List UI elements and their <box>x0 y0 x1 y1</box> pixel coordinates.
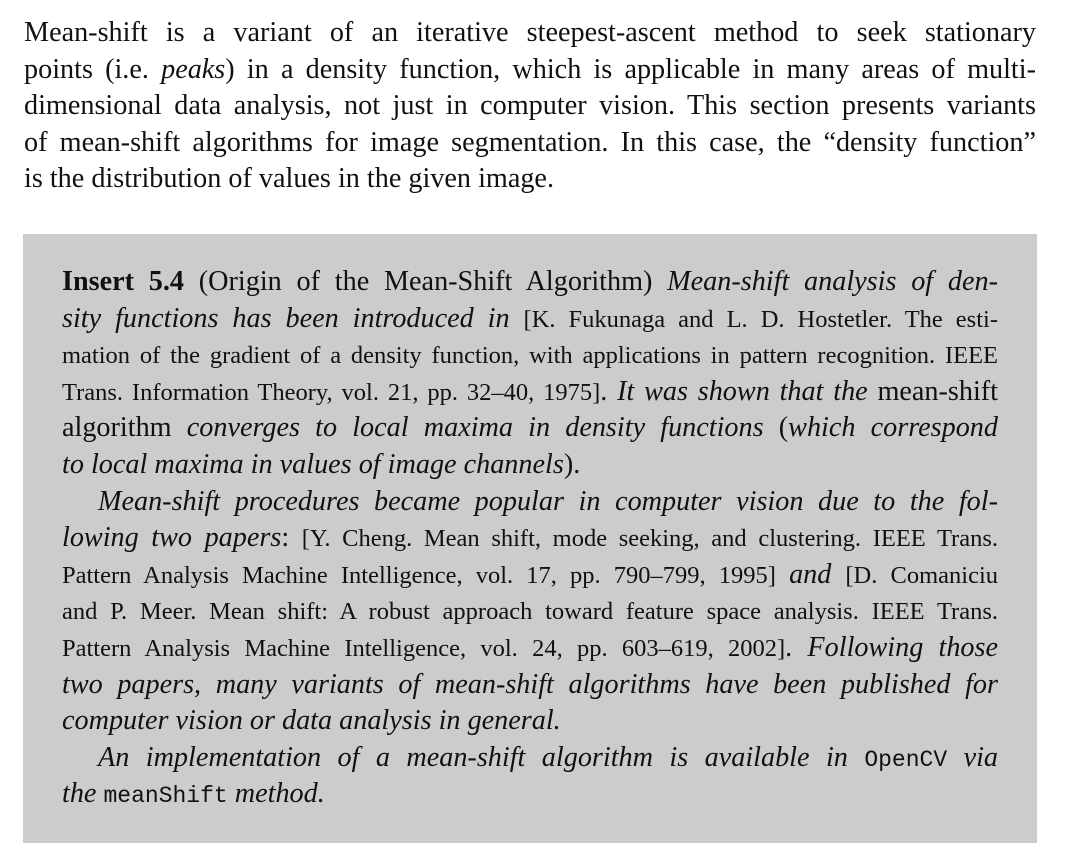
intro-text: Mean-shift is a variant of an iterative steepest-ascent method to seek stationary <box>24 17 1036 48</box>
insert-line-4 <box>62 374 998 411</box>
insert-text: : <box>281 522 302 554</box>
citation: mation of the gradient of a density function, with applications in pattern recognition. IEEE <box>62 342 998 370</box>
insert-text: which correspond <box>788 412 998 444</box>
insert-text: . <box>785 631 808 663</box>
insert-line-7 <box>62 484 998 521</box>
insert-line-5 <box>62 410 998 447</box>
insert-line-15 <box>62 776 998 813</box>
intro-text: of mean-shift algorithms for image segmentation. In this case, the “density function” <box>24 126 1036 158</box>
emphasis-peaks: peaks <box>161 53 226 85</box>
citation: and P. Meer. Mean shift: A robust approach toward feature space analysis. IEEE Trans. <box>62 598 998 626</box>
intro-text: points (i.e. <box>24 53 162 85</box>
citation: Pattern Analysis Machine Intelligence, vol. 24, pp. 603–619, 2002] <box>62 634 786 662</box>
insert-text: converges to local maxima in density functions <box>186 412 779 444</box>
insert-body <box>62 264 998 813</box>
insert-line-10 <box>62 593 998 630</box>
insert-text: mean-shift <box>877 375 999 407</box>
intro-line-3 <box>24 88 1036 125</box>
insert-line-2 <box>62 301 998 338</box>
insert-line-8 <box>62 520 998 557</box>
insert-line-14 <box>62 740 998 777</box>
citation: Pattern Analysis Machine Intelligence, vol. 17, pp. 790–799, 1995] <box>62 561 790 589</box>
insert-title: (Origin of the Mean-Shift Algorithm) <box>184 266 668 297</box>
citation: [Y. Cheng. Mean shift, mode seeking, and clustering. IEEE Trans. <box>301 525 998 553</box>
insert-text: method. <box>227 778 325 810</box>
intro-text: dimensional data analysis, not just in computer vision. This section presents variants <box>24 90 1036 122</box>
insert-text: two papers, many variants of mean-shift algorithms have been published for <box>62 668 998 700</box>
insert-text: Following those <box>807 631 999 663</box>
code-opencv: OpenCV <box>864 746 948 773</box>
insert-text: algorithm <box>62 412 187 444</box>
intro-text: ) in a density function, which is applicable in many areas of multi- <box>225 53 1036 85</box>
insert-text: to local maxima in values of image channels <box>62 448 564 480</box>
insert-text: ( <box>778 412 789 444</box>
insert-text: . <box>600 375 618 407</box>
insert-line-12 <box>62 667 998 704</box>
insert-text: ). <box>563 448 581 480</box>
intro-line-5 <box>24 161 1036 198</box>
insert-line-13 <box>62 703 998 740</box>
intro-line-2 <box>24 52 1036 89</box>
intro-line-1 <box>24 15 1036 52</box>
intro-line-4 <box>24 125 1036 162</box>
insert-text: An implementation of a mean-shift algorithm is available in <box>98 741 865 773</box>
insert-label: Insert 5.4 <box>62 266 185 297</box>
intro-text: is the distribution of values in the given image. <box>24 163 554 195</box>
insert-text: the <box>62 778 104 810</box>
insert-box <box>23 234 1037 843</box>
insert-text: Mean-shift procedures became popular in computer vision due to the fol- <box>98 485 998 517</box>
insert-text: Mean-shift analysis of den- <box>667 266 998 297</box>
code-meanshift: meanShift <box>103 783 228 810</box>
insert-line-11 <box>62 630 998 667</box>
insert-line-9 <box>62 557 998 594</box>
citation: [D. Comaniciu <box>845 561 998 589</box>
insert-text: via <box>947 741 998 773</box>
insert-line-6 <box>62 447 998 484</box>
insert-line-1 <box>62 264 998 301</box>
insert-text: sity functions has been introduced in <box>62 302 524 334</box>
insert-text: It was shown that the <box>617 375 878 407</box>
insert-line-3 <box>62 337 998 374</box>
citation: [K. Fukunaga and L. D. Hostetler. The esti- <box>523 305 998 333</box>
insert-text: computer vision or data analysis in general. <box>62 705 561 737</box>
citation: Trans. Information Theory, vol. 21, pp. 32–40, 1975] <box>62 378 601 406</box>
insert-text: and <box>789 558 846 590</box>
intro-paragraph <box>24 15 1036 198</box>
insert-text: lowing two papers <box>62 522 282 554</box>
